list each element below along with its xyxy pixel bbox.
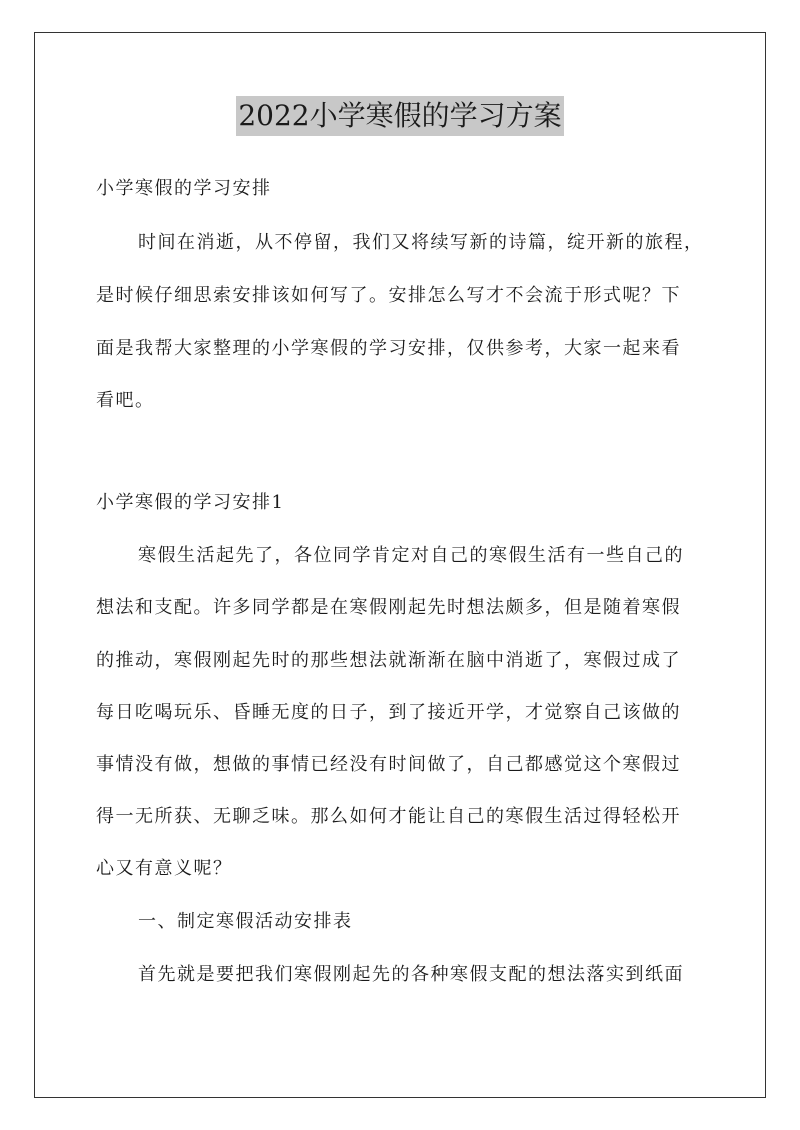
paragraph-line: 得一无所获、无聊乏味。那么如何才能让自己的寒假生活过得轻松开	[96, 806, 681, 827]
title-container	[0, 96, 800, 136]
paragraph-line: 的推动，寒假刚起先时的那些想法就渐渐在脑中消逝了，寒假过成了	[96, 650, 681, 671]
paragraph-line: 事情没有做，想做的事情已经没有时间做了，自己都感觉这个寒假过	[96, 754, 681, 775]
paragraph-line: 每日吃喝玩乐、昏睡无度的日子，到了接近开学，才觉察自己该做的	[96, 702, 681, 723]
paragraph-line: 心又有意义呢？	[96, 858, 233, 879]
paragraph-line: 首先就是要把我们寒假刚起先的各种寒假支配的想法落实到纸面	[138, 964, 684, 985]
sub-heading: 小学寒假的学习安排1	[96, 492, 285, 513]
section-heading: 小学寒假的学习安排	[96, 178, 272, 199]
paragraph-line: 是时候仔细思索安排该如何写了。安排怎么写才不会流于形式呢？下	[96, 285, 681, 306]
step-heading: 一、制定寒假活动安排表	[138, 911, 353, 932]
paragraph-line: 面是我帮大家整理的小学寒假的学习安排，仅供参考，大家一起来看	[96, 338, 681, 359]
paragraph-line: 看吧。	[96, 390, 155, 411]
paragraph-line: 想法和支配。许多同学都是在寒假刚起先时想法颇多，但是随着寒假	[96, 597, 681, 618]
paragraph-line: 时间在消逝，从不停留，我们又将续写新的诗篇，绽开新的旅程，	[138, 232, 704, 253]
paragraph-line: 寒假生活起先了，各位同学肯定对自己的寒假生活有一些自己的	[138, 545, 684, 566]
document-title: 2022小学寒假的学习方案	[236, 96, 563, 136]
